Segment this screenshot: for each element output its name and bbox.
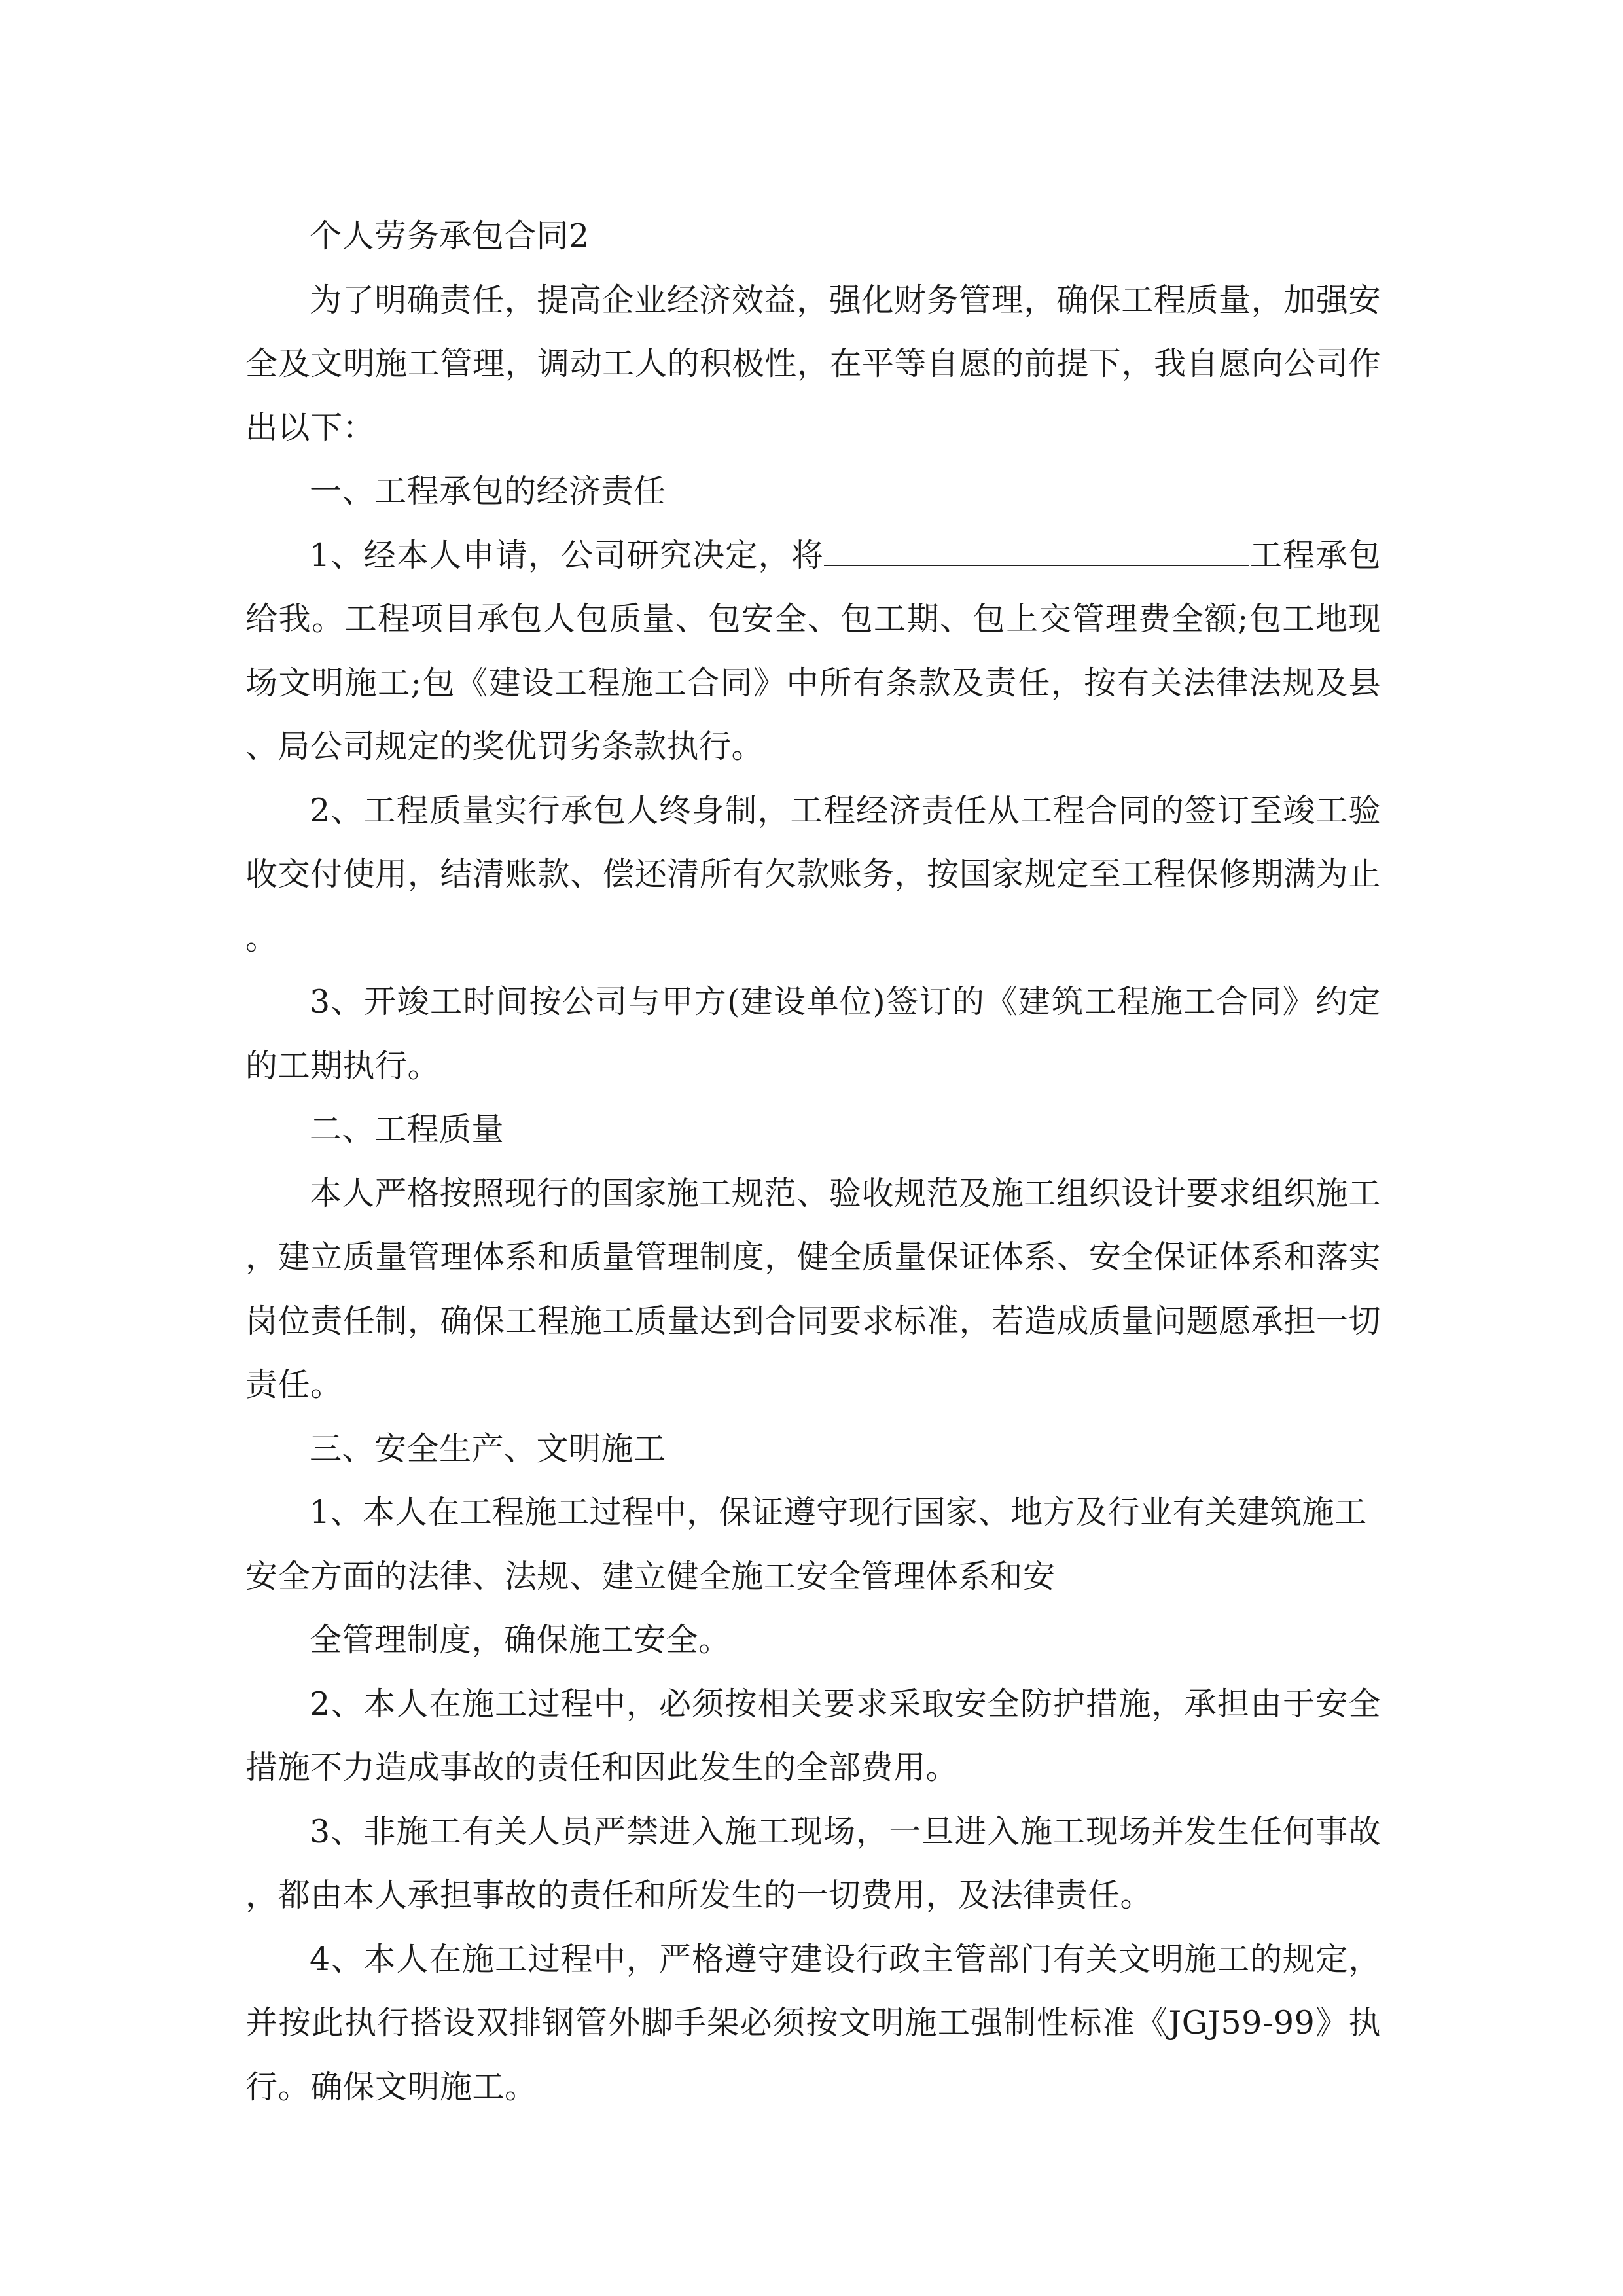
- section-3-item-1: 1、本人在工程施工过程中，保证遵守现行国家、地方及行业有关建筑施工安全方面的法律、法规、建立健全施工安全管理体系和安: [245, 1494, 1367, 1595]
- section-1-item-1: [245, 524, 1381, 779]
- section-3-item-4: 4、本人在施工过程中，严格遵守建设行政主管部门有关文明施工的规定，并按此执行搭设双排钢管外脚手架必须按文明施工强制性标准《JGJ59-99》执行。确保文明施工。: [245, 1940, 1381, 2106]
- project-name-blank: [824, 536, 1249, 566]
- section-1-item-3: 3、开竣工时间按公司与甲方(建设单位)签订的《建筑工程施工合同》约定的工期执行。: [245, 983, 1381, 1085]
- document-title: 个人劳务承包合同2: [310, 217, 590, 255]
- section-3-item-3: 3、非施工有关人员严禁进入施工现场，一旦进入施工现场并发生任何事故，都由本人承担事故的责任和所发生的一切费用，及法律责任。: [245, 1812, 1381, 1914]
- item-1-text-before-blank: 1、经本人申请，公司研究决定，将: [310, 536, 825, 574]
- section-3-heading: 三、安全生产、文明施工: [310, 1429, 666, 1467]
- section-2-paragraph: 本人严格按照现行的国家施工规范、验收规范及施工组织设计要求组织施工，建立质量管理体系和质量管理制度，健全质量保证体系、安全保证体系和落实岗位责任制，确保工程施工质量达到合同要求标准，若造成质量问题愿承担一切责任。: [245, 1174, 1381, 1403]
- document-body: [245, 204, 1381, 2119]
- section-1-item-2: 2、工程质量实行承包人终身制，工程经济责任从工程合同的签订至竣工验收交付使用，结清账款、偿还清所有欠款账务，按国家规定至工程保修期满为止。: [245, 791, 1381, 957]
- section-3-item-1-continued: 全管理制度，确保施工安全。: [310, 1621, 731, 1659]
- item-1-text-after-blank: 工程承包给我。工程项目承包人包质量、包安全、包工期、包上交管理费全额;包工地现场文明施工;包《建设工程施工合同》中所有条款及责任，按有关法律法规及县、局公司规定的奖优罚劣条款执行。: [245, 536, 1381, 765]
- section-2-heading: 二、工程质量: [310, 1111, 505, 1148]
- intro-paragraph: 为了明确责任，提高企业经济效益，强化财务管理，确保工程质量，加强安全及文明施工管理，调动工人的积极性，在平等自愿的前提下，我自愿向公司作出以下：: [245, 281, 1381, 446]
- section-3-item-2: 2、本人在施工过程中，必须按相关要求采取安全防护措施，承担由于安全措施不力造成事故的责任和因此发生的全部费用。: [245, 1685, 1381, 1786]
- section-1-heading: 一、工程承包的经济责任: [310, 473, 666, 510]
